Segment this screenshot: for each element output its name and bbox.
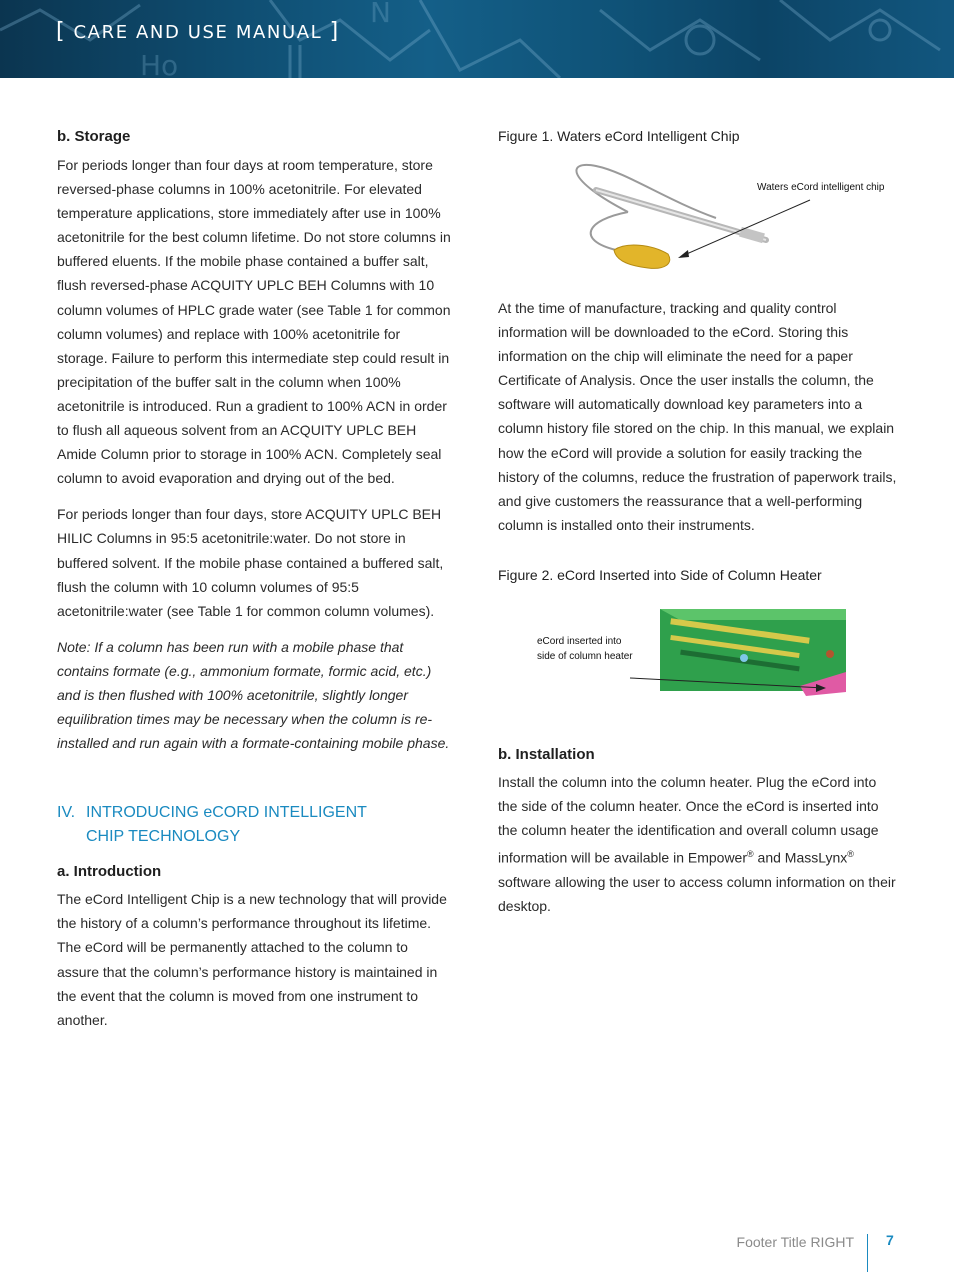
page-number: 7 (886, 1232, 894, 1248)
svg-text:N: N (370, 0, 391, 29)
figure-2-caption: Figure 2. eCord Inserted into Side of Column Heater (498, 566, 822, 583)
footer-divider (867, 1234, 868, 1272)
installation-heading: b. Installation (498, 746, 595, 763)
figure-1-caption: Figure 1. Waters eCord Intelligent Chip (498, 128, 740, 144)
storage-note: Note: If a column has been run with a mobile phase that contains formate (e.g., ammonium formate, formic acid, etc.) and is then flushed with 100% acetonitrile, slightly longer equilibration times may be necessary when the column is re-installed and run again with a formate-containing mobile phase. (57, 638, 450, 752)
figure-1-image (556, 160, 896, 272)
figure-2-label: eCord inserted into side of column heater (537, 636, 633, 662)
svg-text:Ho: Ho (140, 49, 179, 78)
header-title-text: CARE AND USE MANUAL (73, 22, 323, 43)
storage-paragraph-2: For periods longer than four days, store ACQUITY UPLC BEH HILIC Columns in 95:5 acetonitrile:water. Do not store in buffered solvent. If the mobile phase contained a buffered salt, flush the column with 10 column volumes of 95:5 acetonitrile:water (see Table 1 for common column volumes). (57, 506, 444, 619)
introduction-heading: a. Introduction (57, 863, 162, 881)
manufacture-paragraph: At the time of manufacture, tracking and quality control information will be downloaded to the eCord. Storing this information on the chip will eliminate the need for a paper Certificate of Analysis. Once the user installs the column, the software will automatically download key parameters into a column history file stored on the chip. In this manual, we explain how the eCord will provide a solution for easily tracking the history of the columns, reduce the frustration of paperwork trails, and give customers the reassurance that a well-performing column is installed onto their instruments. (498, 300, 897, 533)
header-title: [ CARE AND USE MANUAL ] (56, 19, 340, 44)
installation-section (498, 744, 898, 918)
introduction-paragraph: The eCord Intelligent Chip is a new technology that will provide the history of a column’s performance throughout its lifetime. The eCord will be permanently attached to the column to assure that the column’s performance history is maintained in the event that the column is moved from one instrument to another. (57, 891, 447, 1028)
storage-heading: b. Storage (57, 128, 131, 145)
footer-title: Footer Title RIGHT (736, 1234, 854, 1250)
right-column (498, 126, 898, 146)
ecord-chip-illustration (556, 160, 896, 272)
page-header (0, 0, 954, 78)
figure-1-label: Waters eCord intelligent chip (757, 182, 885, 193)
installation-paragraph: Install the column into the column heater. Plug the eCord into the side of the column heater. Once the eCord is inserted into the column heater the identification and overall column usage information will be available in Empower® and MassLynx® software allowing the user to access column information on their desktop. (498, 774, 896, 915)
figure-2-image (530, 606, 850, 702)
section-4-title: IV. INTRODUCING eCORD INTELLIGENT CHIP TECHNOLOGY (57, 804, 367, 846)
storage-paragraph-1: For periods longer than four days at room temperature, store reversed-phase columns in 100% acetonitrile. For elevated temperature applications, store immediately after use in 100% acetonitrile for the best column lifetime. Do not store columns in buffered eluents. If the mobile phase contained a buffer salt, flush reversed-phase ACQUITY UPLC BEH Columns with 10 column volumes of HPLC grade water (see Table 1 for common column volumes) and replace with 100% acetonitrile for storage. Failure to perform this intermediate step could result in precipitation of the buffer salt in the column when 100% acetonitrile is introduced. Run a gradient to 100% ACN in order to flush all aqueous solvent from an ACQUITY UPLC BEH Amide Column prior to storage in 100% ACN. Completely seal column to avoid evaporation and drying out of the bed. (57, 157, 451, 487)
right-column-body (498, 296, 898, 585)
left-column (57, 126, 453, 1032)
